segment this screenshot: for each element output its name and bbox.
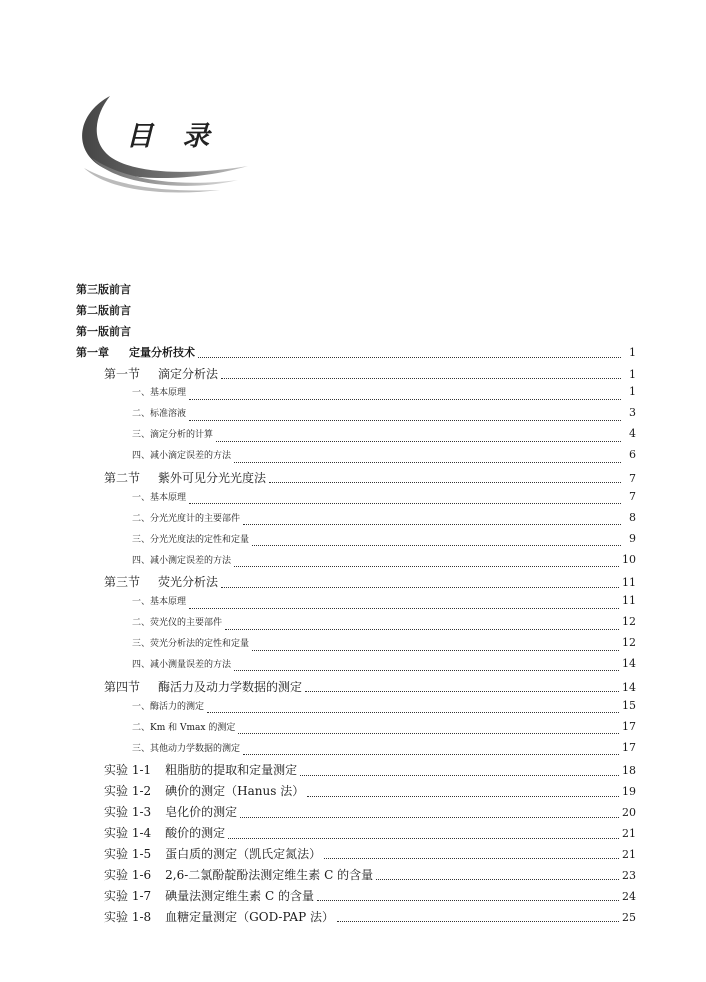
page-number: 8 xyxy=(629,510,636,524)
page-number: 18 xyxy=(622,764,636,778)
dot-leader xyxy=(317,899,619,901)
toc-entry-exp[interactable] xyxy=(76,908,636,929)
dot-leader xyxy=(234,669,619,671)
page-number: 12 xyxy=(622,636,636,650)
page-number: 21 xyxy=(622,827,636,841)
dot-leader xyxy=(189,607,619,609)
toc-entry-title xyxy=(104,845,321,862)
toc-entry-sub[interactable] xyxy=(76,490,636,511)
toc-entry-label: 一、基本原理 xyxy=(132,388,187,399)
toc-entry-label: 一、基本原理 xyxy=(132,492,187,503)
toc-entry-label: 三、荧光分析法的定性和定量 xyxy=(132,639,250,650)
toc-entry-title xyxy=(76,344,195,360)
toc-entry-number: 实验 1-3 xyxy=(104,805,152,820)
toc-entry-title xyxy=(104,866,373,883)
dot-leader xyxy=(216,440,621,442)
toc-entry-title xyxy=(104,803,237,820)
page-number: 21 xyxy=(622,848,636,862)
toc-entry-title xyxy=(104,469,266,486)
toc-entry-title xyxy=(104,761,297,778)
page-number: 24 xyxy=(622,889,636,903)
page-number: 14 xyxy=(622,680,636,694)
toc-entry-label: 三、其他动力学数据的测定 xyxy=(132,743,241,754)
toc-entry-number: 实验 1-1 xyxy=(104,763,152,778)
toc-entry-title xyxy=(104,573,218,590)
toc-entry-label: 滴定分析法 xyxy=(158,366,219,381)
toc-entry-number: 第一节 xyxy=(104,366,141,381)
dot-leader xyxy=(243,523,621,525)
toc-entry-exp[interactable] xyxy=(76,782,636,803)
toc-entry-number: 实验 1-4 xyxy=(104,826,152,841)
toc-entry-sub[interactable] xyxy=(76,511,636,532)
toc-entry-sub[interactable] xyxy=(76,699,636,720)
toc-entry-label: 二、分光光度计的主要部件 xyxy=(132,513,241,524)
toc-entry-sub[interactable] xyxy=(76,720,636,741)
toc-entry-sub[interactable] xyxy=(76,532,636,553)
page-number: 25 xyxy=(622,910,636,924)
page-number: 7 xyxy=(629,472,636,486)
toc-entry-title xyxy=(132,615,222,628)
toc-entry-label: 定量分析技术 xyxy=(129,345,195,359)
toc-entry-preface[interactable] xyxy=(76,323,636,344)
dot-leader xyxy=(337,920,619,922)
toc-entry-exp[interactable] xyxy=(76,887,636,908)
page-number: 6 xyxy=(629,448,636,462)
toc-entry-chapter[interactable] xyxy=(76,344,636,365)
page-number: 1 xyxy=(629,385,636,399)
toc-entry-label: 皂化价的测定 xyxy=(165,805,238,820)
header-logo xyxy=(70,88,250,198)
toc-entry-title xyxy=(104,782,304,799)
dot-leader xyxy=(198,356,621,358)
toc-entry-sub[interactable] xyxy=(76,553,636,574)
dot-leader xyxy=(252,544,621,546)
dot-leader xyxy=(189,419,621,421)
toc-entry-title xyxy=(132,636,249,649)
toc-entry-sub[interactable] xyxy=(76,406,636,427)
toc-entry-exp[interactable] xyxy=(76,824,636,845)
toc-entry-label: 第二版前言 xyxy=(76,303,131,317)
page-title: 目 录 xyxy=(126,121,220,152)
dot-leader xyxy=(252,649,619,651)
dot-leader xyxy=(324,857,619,859)
page-number: 17 xyxy=(622,740,636,754)
page-number: 1 xyxy=(629,345,636,359)
toc-entry-number: 第二节 xyxy=(104,471,141,486)
toc-entry-number: 第一章 xyxy=(76,345,109,359)
toc-entry-number: 实验 1-7 xyxy=(104,888,152,903)
toc-entry-preface[interactable] xyxy=(76,302,636,323)
page-number: 14 xyxy=(622,657,636,671)
page-number: 23 xyxy=(622,868,636,882)
toc-entry-title xyxy=(104,824,225,841)
toc-entry-title xyxy=(132,741,240,754)
toc-entry-title xyxy=(76,281,131,297)
dot-leader xyxy=(376,878,619,880)
toc-entry-label: 二、Km 和 Vmax 的测定 xyxy=(132,722,236,733)
toc-entry-title xyxy=(132,720,235,733)
toc-entry-section[interactable] xyxy=(76,469,636,490)
toc-entry-label: 三、滴定分析的计算 xyxy=(132,430,214,441)
page-number: 9 xyxy=(629,531,636,545)
toc-entry-exp[interactable] xyxy=(76,845,636,866)
toc-entry-title xyxy=(132,385,186,398)
toc-entry-title xyxy=(104,887,314,904)
toc-entry-label: 三、分光光度法的定性和定量 xyxy=(132,534,250,545)
page-number: 10 xyxy=(622,552,636,566)
toc-entry-sub[interactable] xyxy=(76,636,636,657)
toc-entry-label: 2,6-二氯酚靛酚法测定维生素 C 的含量 xyxy=(165,867,374,882)
dot-leader xyxy=(189,502,621,504)
toc-entry-label: 酸价的测定 xyxy=(165,826,226,841)
toc-entry-number: 实验 1-8 xyxy=(104,909,152,924)
toc-entry-sub[interactable] xyxy=(76,448,636,469)
page-number: 15 xyxy=(622,698,636,712)
page-number: 4 xyxy=(629,427,636,441)
page-number: 1 xyxy=(629,367,636,381)
toc-entry-number: 第三节 xyxy=(104,575,141,590)
dot-leader xyxy=(225,628,619,630)
toc-entry-label: 第一版前言 xyxy=(76,324,131,338)
toc-entry-title xyxy=(132,427,213,440)
toc-entry-title xyxy=(76,302,131,318)
dot-leader xyxy=(189,398,621,400)
dot-leader xyxy=(269,481,621,483)
toc-entry-title xyxy=(132,657,231,670)
toc-entry-label: 碘量法测定维生素 C 的含量 xyxy=(165,888,314,903)
dot-leader xyxy=(221,377,621,379)
toc-entry-title xyxy=(104,678,302,695)
toc-entry-sub[interactable] xyxy=(76,427,636,448)
toc-entry-label: 酶活力及动力学数据的测定 xyxy=(158,679,303,694)
toc-entry-title xyxy=(132,490,186,503)
page-number: 12 xyxy=(622,615,636,629)
toc-entry-label: 四、减小测量误差的方法 xyxy=(132,660,232,671)
toc-entry-label: 四、减小滴定误差的方法 xyxy=(132,451,232,462)
toc-entry-label: 第三版前言 xyxy=(76,283,131,296)
toc-entry-title xyxy=(132,594,186,607)
page-number: 11 xyxy=(622,594,636,608)
toc-entry-number: 第四节 xyxy=(104,679,141,694)
toc-entry-exp[interactable] xyxy=(76,866,636,887)
toc-entry-label: 一、酶活力的测定 xyxy=(132,701,205,712)
toc-entry-label: 碘价的测定（Hanus 法） xyxy=(165,784,305,799)
dot-leader xyxy=(243,753,619,755)
toc-entry-number: 实验 1-5 xyxy=(104,847,152,862)
dot-leader xyxy=(300,774,619,776)
dot-leader xyxy=(234,461,621,463)
toc-entry-preface[interactable] xyxy=(76,281,636,302)
toc-entry-label: 粗脂肪的提取和定量测定 xyxy=(165,763,298,778)
toc-entry-title xyxy=(132,532,249,545)
toc-entry-title xyxy=(104,365,218,382)
toc-entry-label: 四、减小测定误差的方法 xyxy=(132,555,232,566)
toc-entry-title xyxy=(76,323,131,339)
dot-leader xyxy=(207,711,619,713)
toc-entry-title xyxy=(132,406,186,419)
page-number: 11 xyxy=(622,576,636,590)
dot-leader xyxy=(307,795,619,797)
toc-entry-label: 荧光分析法 xyxy=(158,575,219,590)
toc-entry-number: 实验 1-2 xyxy=(104,784,152,799)
toc-entry-label: 二、荧光仪的主要部件 xyxy=(132,618,223,629)
dot-leader xyxy=(221,586,619,588)
toc-entry-title xyxy=(132,511,240,524)
toc-entry-label: 紫外可见分光光度法 xyxy=(158,471,267,486)
toc-entry-title xyxy=(132,699,204,712)
dot-leader xyxy=(305,690,619,692)
toc-entry-label: 二、标准溶液 xyxy=(132,409,187,420)
dot-leader xyxy=(228,837,619,839)
toc-entry-number: 实验 1-6 xyxy=(104,867,152,882)
toc-entry-section[interactable] xyxy=(76,573,636,594)
page-number: 7 xyxy=(629,489,636,503)
page-number: 20 xyxy=(622,806,636,820)
toc-entry-exp[interactable] xyxy=(76,761,636,782)
toc-entry-sub[interactable] xyxy=(76,385,636,406)
dot-leader xyxy=(240,816,619,818)
toc-entry-sub[interactable] xyxy=(76,741,636,762)
toc-entry-title xyxy=(132,448,231,461)
toc-entry-sub[interactable] xyxy=(76,615,636,636)
toc-entry-sub[interactable] xyxy=(76,657,636,678)
toc-entry-section[interactable] xyxy=(76,678,636,699)
toc-entry-sub[interactable] xyxy=(76,594,636,615)
toc-entry-label: 蛋白质的测定（凯氏定氮法） xyxy=(165,847,322,862)
toc-entry-exp[interactable] xyxy=(76,803,636,824)
toc-entry-label: 血糖定量测定（GOD-PAP 法） xyxy=(165,909,334,924)
toc-entry-label: 一、基本原理 xyxy=(132,597,187,608)
page-number: 19 xyxy=(622,785,636,799)
toc-entry-title xyxy=(132,553,231,566)
toc-entry-section[interactable] xyxy=(76,365,636,386)
page-number: 17 xyxy=(622,719,636,733)
dot-leader xyxy=(234,565,619,567)
toc-entry-title xyxy=(104,908,334,925)
dot-leader xyxy=(238,732,619,734)
page-number: 3 xyxy=(629,406,636,420)
table-of-contents xyxy=(76,281,636,929)
